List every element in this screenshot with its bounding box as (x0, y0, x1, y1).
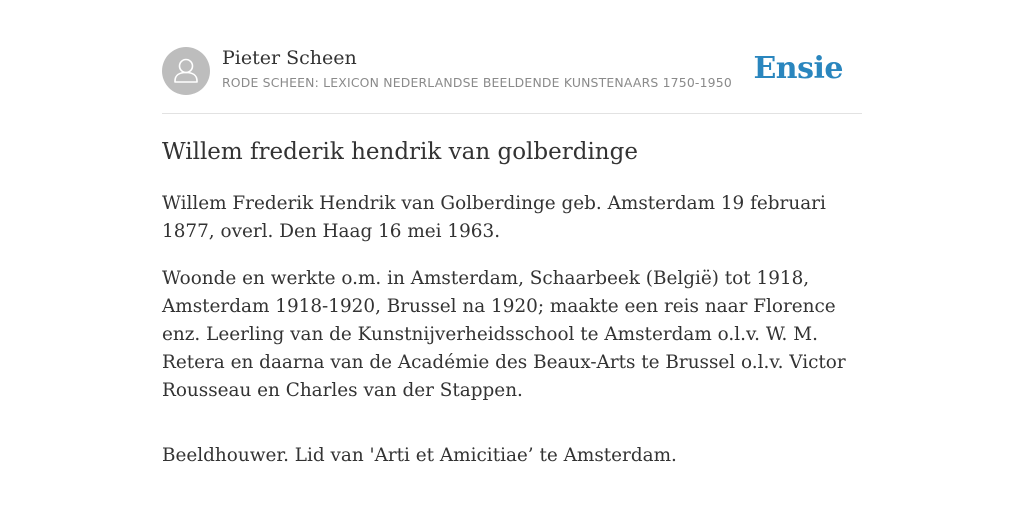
article-title: Willem frederik hendrik van golberdinge (162, 139, 638, 165)
ensie-logo[interactable]: Ensie (753, 51, 843, 86)
article-body (162, 190, 862, 489)
author-name[interactable]: Pieter Scheen (222, 47, 357, 69)
paragraph-biography: Woonde en werkte o.m. in Amsterdam, Schaarbeek (België) tot 1918, Amsterdam 1918-1920, Brussel na 1920; maakte een reis naar Florence enz. Leerling van de Kunstnijverheidsschool te Amsterdam o.l.v. W. M. Retera en daarna van de Académie des Beaux-Arts te Brussel o.l.v. Victor Rousseau en Charles van der Stappen. (162, 268, 846, 401)
article-header (162, 46, 862, 114)
paragraph-birth-death: Willem Frederik Hendrik van Golberdinge geb. Amsterdam 19 februari 1877, overl. Den Haag 16 mei 1963. (162, 193, 826, 242)
user-icon (162, 47, 210, 95)
author-avatar[interactable] (162, 47, 210, 95)
source-label[interactable]: RODE SCHEEN: LEXICON NEDERLANDSE BEELDENDE KUNSTENAARS 1750-1950 (222, 75, 732, 90)
author-info (222, 46, 762, 91)
paragraph-profession: Beeldhouwer. Lid van 'Arti et Amicitiae’ te Amsterdam. (162, 445, 677, 466)
